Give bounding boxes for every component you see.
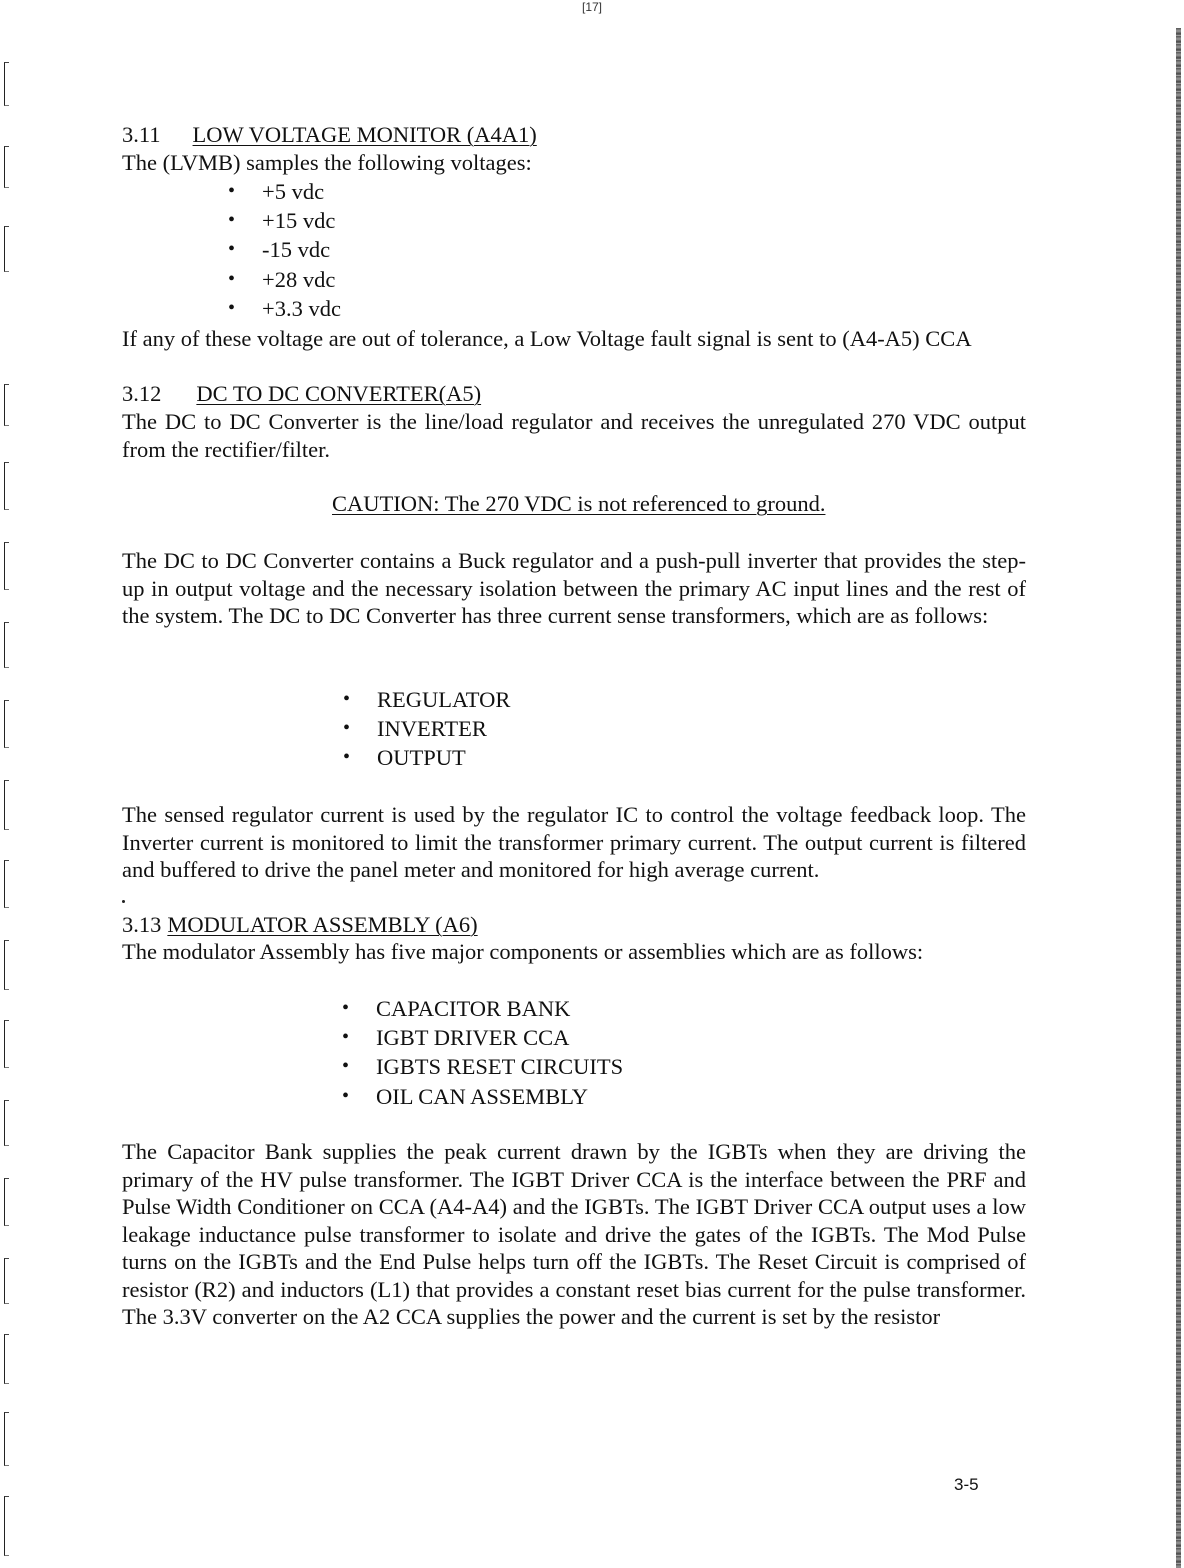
binding-mark [4, 62, 9, 106]
section-3-13-intro: The modulator Assembly has five major components or assemblies which are as follows: [122, 939, 924, 964]
list-item: • IGBT DRIVER CCA [376, 1024, 623, 1053]
section-3-12-para-1: The DC to DC Converter is the line/load regulator and receives the unregulated 270 VDC output from the rectifier/filter. [122, 409, 1026, 462]
binding-mark [4, 622, 9, 668]
binding-mark [4, 1334, 9, 1384]
binding-mark [4, 1496, 9, 1556]
section-3-11-outro: If any of these voltage are out of tolerance, a Low Voltage fault signal is sent to (A4-A5) CCA [122, 326, 972, 351]
list-item: • INVERTER [377, 715, 510, 744]
binding-mark [4, 226, 9, 272]
binding-mark [4, 384, 9, 426]
section-title: MODULATOR ASSEMBLY (A6) [167, 912, 478, 937]
section-3-12-para-2: The DC to DC Converter contains a Buck regulator and a push-pull inverter that provides the step-up in output voltage and the necessary isolation between the primary AC input lines and the rest of the system. The DC to DC Converter has three current sense transformers, which are as follows: [122, 548, 1026, 628]
list-item: • OIL CAN ASSEMBLY [376, 1083, 623, 1112]
section-number: 3.12 [122, 381, 162, 406]
list-item: • IGBTS RESET CIRCUITS [376, 1053, 623, 1082]
page-number: 3-5 [954, 1475, 979, 1494]
section-title: DC TO DC CONVERTER(A5) [196, 381, 482, 406]
stray-mark [122, 900, 125, 903]
section-number: 3.13 [122, 912, 162, 937]
list-item: • REGULATOR [377, 686, 510, 715]
list-item: • +3.3 vdc [262, 295, 341, 324]
section-title: LOW VOLTAGE MONITOR (A4A1) [192, 122, 537, 147]
section-3-11-heading [122, 121, 537, 149]
binding-mark [4, 462, 9, 510]
list-item: • -15 vdc [262, 236, 341, 265]
section-number: 3.11 [122, 122, 161, 147]
section-3-13-heading [122, 911, 478, 939]
page-marker: [17] [581, 0, 602, 14]
section-3-12-heading [122, 380, 481, 408]
modulator-components-list [376, 995, 623, 1112]
binding-mark [4, 542, 9, 590]
binding-mark [4, 1020, 9, 1068]
binding-mark [4, 860, 9, 908]
caution-note: CAUTION: The 270 VDC is not referenced to ground. [332, 491, 826, 516]
binding-mark [4, 940, 9, 990]
binding-mark [4, 780, 9, 830]
binding-mark [4, 1100, 9, 1146]
list-item: • +28 vdc [262, 266, 341, 295]
list-item: • +5 vdc [262, 178, 341, 207]
section-3-13-para: The Capacitor Bank supplies the peak current drawn by the IGBTs when they are driving the primary of the HV pulse transformer. The IGBT Driver CCA is the interface between the PRF and Pulse Width Conditioner on CCA (A4-A4) and the IGBTs. The IGBT Driver CCA output uses a low leakage inductance pulse transformer to isolate and drive the gates of the IGBTs. The Mod Pulse turns on the IGBTs and the End Pulse helps turn off the IGBTs. The Reset Circuit is comprised of resistor (R2) and inductors (L1) that provides a constant reset bias current for the pulse transformer. The 3.3V converter on the A2 CCA supplies the power and the current is set by the resistor [122, 1139, 1026, 1329]
voltage-list [262, 178, 341, 324]
scan-edge [1176, 28, 1181, 1568]
binding-mark [4, 1258, 9, 1304]
binding-mark [4, 146, 9, 188]
binding-mark [4, 1178, 9, 1226]
section-3-12-para-3: The sensed regulator current is used by the regulator IC to control the voltage feedback loop. The Inverter current is monitored to limit the transformer primary current. The output current is filtered and buffered to drive the panel meter and monitored for high average current. [122, 802, 1026, 882]
sense-transformer-list [377, 686, 510, 774]
binding-mark [4, 1412, 9, 1466]
section-3-11-intro: The (LVMB) samples the following voltages: [122, 150, 532, 175]
list-item: • OUTPUT [377, 744, 510, 773]
binding-mark [4, 700, 9, 748]
list-item: • +15 vdc [262, 207, 341, 236]
list-item: • CAPACITOR BANK [376, 995, 623, 1024]
